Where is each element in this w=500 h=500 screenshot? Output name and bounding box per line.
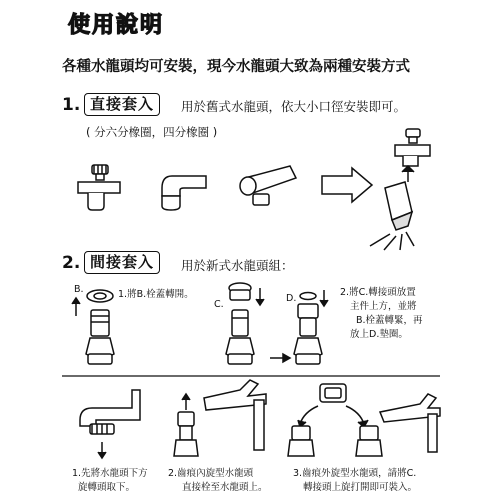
step2-line1: 2.將C.轉接頭放置	[340, 287, 416, 298]
section1-note: ( 分六分橡圈，四分橡圈 )	[86, 125, 218, 139]
outer-thread-faucet-icon	[288, 384, 440, 456]
horizontal-tube-icon	[240, 166, 296, 205]
section1-label: 直接套入	[84, 93, 160, 116]
title-badge	[62, 6, 132, 36]
step1-text: 1.將B.栓蓋轉開。	[118, 289, 194, 300]
step2-line2: 主件上方，並將	[350, 301, 417, 312]
section1-number: 1.	[62, 95, 81, 115]
caption1-line1: 1.先將水龍頭下方	[72, 468, 148, 479]
step-arrow-icon	[270, 354, 290, 362]
step2-parts-icon	[226, 283, 264, 364]
inner-thread-faucet-icon	[174, 380, 266, 456]
installed-faucet-icon	[370, 129, 430, 250]
right-arrow-icon	[322, 168, 372, 202]
step2-line4: 放上D.墊圈。	[350, 329, 408, 340]
step2-line3: B.栓蓋轉緊，再	[356, 315, 423, 326]
old-faucet-icon	[78, 165, 120, 210]
caption3-line1: 3.齒痕外旋型水龍頭，請將C.	[293, 468, 417, 479]
curved-spout-icon	[162, 176, 206, 210]
page-title: 使用說明	[68, 13, 165, 38]
caption2-line2: 直接栓至水龍頭上。	[182, 482, 268, 493]
section2-label: 間接套入	[84, 251, 160, 274]
section1-description: 用於舊式水龍頭，依大小口徑安裝即可。	[181, 99, 407, 114]
step3-parts-icon	[294, 290, 328, 364]
faucet-removal-icon	[80, 390, 140, 458]
caption3-line2: 轉接頭上旋打開即可裝入。	[303, 482, 418, 493]
caption2-line1: 2.齒痕內旋型水龍頭	[168, 468, 254, 479]
label-d: D.	[286, 293, 297, 304]
caption1-line2: 旋轉頭取下。	[78, 482, 136, 493]
label-b: B.	[74, 284, 84, 295]
section2-number: 2.	[62, 253, 81, 273]
label-c: C.	[214, 299, 224, 310]
page-subtitle: 各種水龍頭均可安裝，現今水龍頭大致為兩種安裝方式	[62, 59, 410, 75]
step1-parts-icon	[72, 290, 114, 364]
section2-description: 用於新式水龍頭組：	[181, 258, 294, 273]
